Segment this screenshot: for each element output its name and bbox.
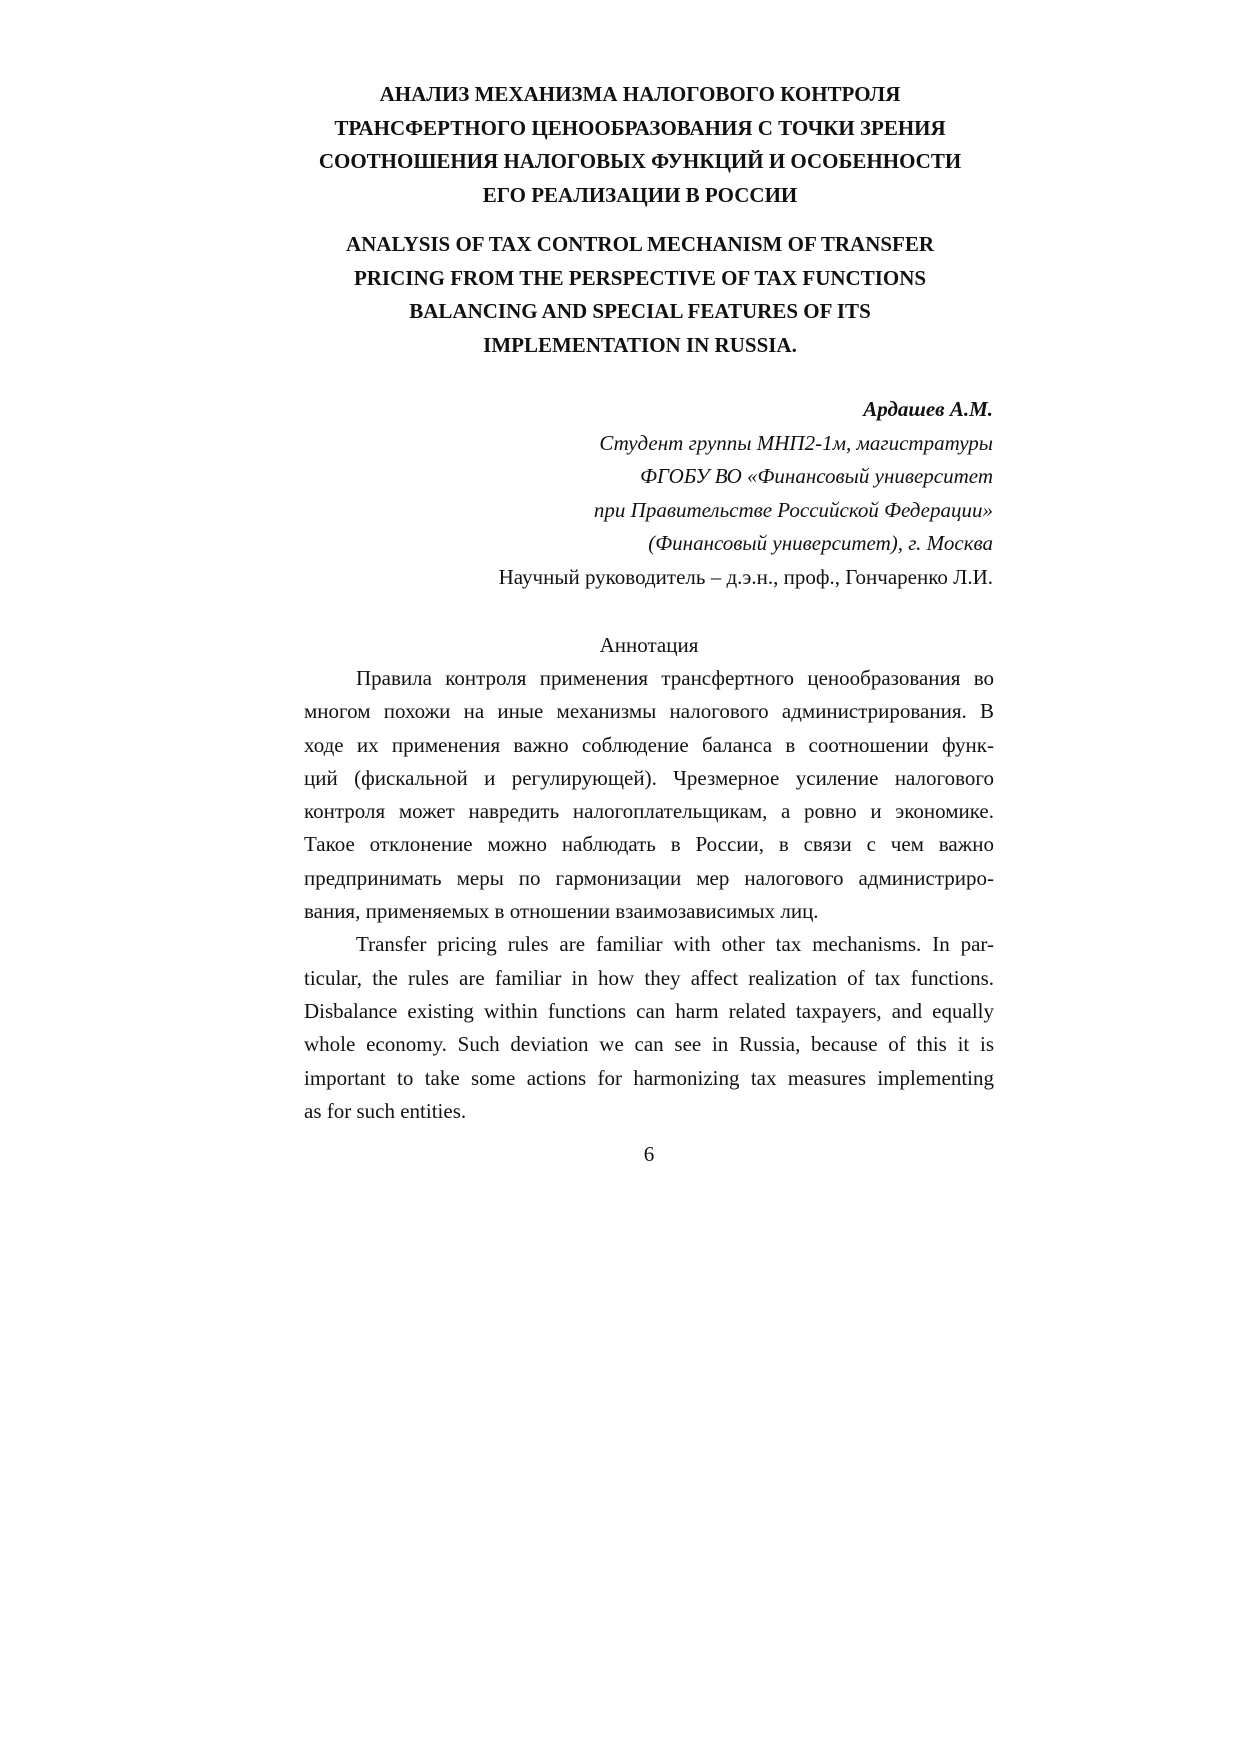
affiliation-line: при Правительстве Российской Федерации» — [593, 497, 993, 522]
abstract-en-line: whole economy. Such deviation we can see in Russia, because of this it is — [304, 1032, 994, 1057]
title-en-line: BALANCING AND SPECIAL FEATURES OF ITS — [409, 299, 871, 323]
abstract-en-line: Transfer pricing rules are familiar with other tax mechanisms. In par- — [356, 932, 994, 957]
abstract-ru-line: Такое отклонение можно наблюдать в России, в связи с чем важно — [304, 832, 994, 857]
abstract-heading: Аннотация — [599, 633, 699, 657]
author-name: Ардашев А.М. — [863, 397, 993, 421]
title-english — [290, 228, 990, 362]
abstract-paragraph-russian — [304, 662, 994, 928]
abstract-en-line: Disbalance existing within functions can harm related taxpayers, and equally — [304, 998, 994, 1023]
abstract-ru-line: ходе их применения важно соблюдение баланса в соотношении функ- — [304, 732, 994, 757]
title-en-line: IMPLEMENTATION IN RUSSIA. — [483, 332, 797, 357]
abstract-en-line: important to take some actions for harmonizing tax measures implementing — [304, 1065, 994, 1090]
abstract-en-line: ticular, the rules are familiar in how they affect realization of tax functions. — [304, 965, 994, 990]
abstract-ru-line: многом похожи на иные механизмы налогового администрирования. В — [304, 699, 994, 724]
affiliation-line: Студент группы МНП2-1м, магистратуры — [599, 430, 993, 455]
title-ru-line: ЕГО РЕАЛИЗАЦИИ В РОССИИ — [482, 182, 798, 207]
author-block — [293, 393, 993, 594]
affiliation-line: (Финансовый университет), г. Москва — [648, 531, 993, 555]
page-number: 6 — [643, 1142, 655, 1166]
title-ru-line: СООТНОШЕНИЯ НАЛОГОВЫХ ФУНКЦИЙ И ОСОБЕННОСТИ — [318, 149, 962, 173]
abstract-ru-line: контроля может навредить налогоплательщикам, а ровно и экономике. — [304, 799, 994, 824]
affiliation-line: ФГОБУ ВО «Финансовый университет — [640, 464, 993, 488]
abstract-ru-line: вания, применяемых в отношении взаимозависимых лиц. — [304, 899, 819, 924]
abstract-ru-line: ций (фискальной и регулирующей). Чрезмерное усиление налогового — [304, 765, 994, 790]
title-en-line: PRICING FROM THE PERSPECTIVE OF TAX FUNCTIONS — [353, 265, 927, 290]
abstract-ru-line: Правила контроля применения трансфертного ценообразования во — [356, 666, 994, 690]
title-russian — [290, 78, 990, 212]
abstract-ru-line: предпринимать меры по гармонизации мер налогового администриро- — [304, 865, 994, 890]
title-en-line: ANALYSIS OF TAX CONTROL MECHANISM OF TRANSFER — [345, 232, 935, 256]
scientific-advisor: Научный руководитель – д.э.н., проф., Гончаренко Л.И. — [498, 564, 993, 589]
abstract-en-line: as for such entities. — [304, 1098, 467, 1123]
abstract-paragraph-english — [304, 928, 994, 1128]
title-ru-line: АНАЛИЗ МЕХАНИЗМА НАЛОГОВОГО КОНТРОЛЯ — [379, 82, 901, 106]
title-ru-line: ТРАНСФЕРТНОГО ЦЕНООБРАЗОВАНИЯ С ТОЧКИ ЗРЕНИЯ — [334, 115, 946, 140]
abstract-body — [304, 662, 994, 1128]
